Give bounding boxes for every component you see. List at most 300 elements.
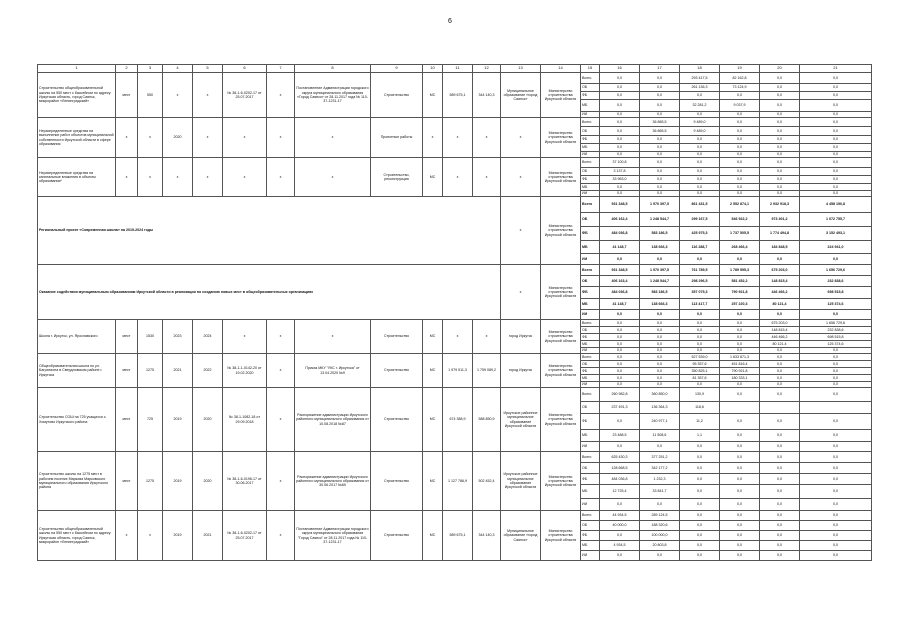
amount-cell: 0,0 bbox=[600, 382, 640, 388]
amount-cell: 0,0 bbox=[760, 136, 800, 144]
amount-cell: 0,0 bbox=[640, 320, 680, 327]
amount-cell: 0,0 bbox=[640, 334, 680, 341]
object-attr-cell: Постановление Администрации городского округа муниципального образования "Город Саянск" от 28.11.2017 года № 110-37-1231-17 bbox=[295, 511, 371, 561]
amount-cell: 0,0 bbox=[800, 158, 872, 168]
fund-source-cell: Всего bbox=[581, 158, 600, 168]
amount-cell: 0,0 bbox=[720, 442, 760, 452]
table-row bbox=[38, 73, 872, 84]
fund-source-cell: Всего bbox=[581, 320, 600, 327]
amount-cell: 0,0 bbox=[760, 127, 800, 136]
amount-cell: 0,0 bbox=[760, 521, 800, 531]
fund-source-cell: ФБ bbox=[581, 92, 600, 100]
object-attr-cell: 2019 bbox=[163, 511, 193, 561]
amount-cell: 0,0 bbox=[800, 136, 872, 144]
amount-cell: 44 934,5 bbox=[600, 511, 640, 521]
fund-source-cell: ИИ bbox=[581, 382, 600, 388]
amount-cell: 116 288,7 bbox=[680, 241, 720, 254]
column-number: 11 bbox=[443, 65, 473, 73]
object-attr-cell: 589 675,1 bbox=[443, 73, 473, 118]
column-number: 4 bbox=[163, 65, 193, 73]
amount-cell: 0,0 bbox=[760, 531, 800, 541]
object-attr-cell: x bbox=[223, 118, 267, 158]
amount-cell: 12 725,4 bbox=[600, 485, 640, 499]
table-row bbox=[38, 265, 872, 276]
fund-source-cell: Всего bbox=[581, 354, 600, 361]
column-number: 2 bbox=[116, 65, 138, 73]
amount-cell: 0,0 bbox=[640, 184, 680, 191]
amount-cell: 0,0 bbox=[680, 310, 720, 320]
table-row bbox=[38, 354, 872, 361]
amount-cell: 0,0 bbox=[800, 118, 872, 127]
amount-cell: 0,0 bbox=[800, 368, 872, 375]
object-attr-cell: город Иркутск bbox=[501, 320, 541, 354]
amount-cell: 0,0 bbox=[760, 361, 800, 368]
amount-cell: 0,0 bbox=[600, 152, 640, 158]
column-number: 3 bbox=[138, 65, 163, 73]
amount-cell: 4 934,5 bbox=[600, 541, 640, 551]
amount-cell: 0,0 bbox=[720, 310, 760, 320]
amount-cell: 0,0 bbox=[640, 158, 680, 168]
object-attr-cell: 1275 bbox=[138, 354, 163, 388]
amount-cell: 0,0 bbox=[640, 92, 680, 100]
amount-cell: 0,0 bbox=[600, 375, 640, 382]
object-name-cell: Нераспределенные средства на выполнение работ объектов муниципальной собственности Иркутской области в сфере образования bbox=[38, 118, 116, 158]
column-number: 15 bbox=[581, 65, 600, 73]
object-attr-cell: x bbox=[267, 452, 295, 511]
object-attr-cell: x bbox=[267, 73, 295, 118]
object-attr-cell: x bbox=[138, 118, 163, 158]
amount-cell: 1 774 494,8 bbox=[760, 227, 800, 241]
object-attr-cell: 2021 bbox=[163, 354, 193, 388]
object-attr-cell: 588 850,9 bbox=[473, 388, 501, 452]
fund-source-cell: ИИ bbox=[581, 152, 600, 158]
amount-cell: 20 803,8 bbox=[640, 541, 680, 551]
amount-cell: 0,0 bbox=[800, 521, 872, 531]
amount-cell: 583 186,5 bbox=[640, 227, 680, 241]
amount-cell: 0,0 bbox=[760, 152, 800, 158]
amount-cell: 0,0 bbox=[680, 327, 720, 334]
amount-cell: 0,0 bbox=[800, 474, 872, 485]
amount-cell: 0,0 bbox=[760, 144, 800, 152]
amount-cell: 0,0 bbox=[800, 92, 872, 100]
amount-cell: 1 633 871,3 bbox=[720, 354, 760, 361]
amount-cell: 484 036,8 bbox=[600, 287, 640, 299]
amount-cell: 0,0 bbox=[720, 485, 760, 499]
amount-cell: 0,0 bbox=[600, 348, 640, 354]
amount-cell: 0,0 bbox=[720, 499, 760, 511]
column-number: 1 bbox=[38, 65, 116, 73]
amount-cell: 0,0 bbox=[680, 334, 720, 341]
object-attr-cell: мест bbox=[116, 388, 138, 452]
fund-source-cell: ОБ bbox=[581, 84, 600, 92]
object-attr-cell: x bbox=[443, 118, 473, 158]
amount-cell: 0,0 bbox=[760, 118, 800, 127]
amount-cell: 0,0 bbox=[800, 310, 872, 320]
amount-cell: 0,0 bbox=[640, 361, 680, 368]
amount-cell: 0,0 bbox=[640, 100, 680, 112]
amount-cell: 130,9 bbox=[680, 388, 720, 402]
amount-cell: 41 148,7 bbox=[600, 241, 640, 254]
section-title-cell: Оказание содействия муниципальным образованиям Иркутской области в реализации по созданию новых мест в общеобразовательных организациях bbox=[38, 265, 501, 320]
amount-cell: 136 364,3 bbox=[640, 402, 680, 414]
object-attr-cell: 1 759 089,2 bbox=[473, 354, 501, 388]
amount-cell: 0,0 bbox=[640, 382, 680, 388]
amount-cell: 0,0 bbox=[760, 414, 800, 430]
object-attr-cell: мест bbox=[116, 73, 138, 118]
amount-cell: 0,0 bbox=[800, 144, 872, 152]
amount-cell: 451 816,4 bbox=[720, 361, 760, 368]
object-attr-cell: x bbox=[501, 158, 541, 197]
amount-cell: 0,0 bbox=[720, 541, 760, 551]
object-attr-cell: МС bbox=[423, 511, 443, 561]
object-name-cell: Строительство общеобразовательной школы на 550 мест с бассейном по адресу: Иркутская область, город Саянск, микрорайон «Ленинградский» bbox=[38, 73, 116, 118]
amount-cell: 973 401,2 bbox=[760, 213, 800, 227]
amount-cell: 113 417,7 bbox=[680, 299, 720, 310]
column-number: 14 bbox=[541, 65, 581, 73]
amount-cell: 0,0 bbox=[640, 152, 680, 158]
amount-cell: 790 921,8 bbox=[720, 368, 760, 375]
amount-cell: 0,0 bbox=[720, 521, 760, 531]
amount-cell: 0,0 bbox=[640, 442, 680, 452]
fund-source-cell: ОБ bbox=[581, 127, 600, 136]
section-title-cell: Региональный проект «Современная школа» на 2019-2024 годы bbox=[38, 197, 501, 265]
amount-cell: 0,0 bbox=[760, 354, 800, 361]
amount-cell bbox=[720, 402, 760, 414]
object-attr-cell: 2020 bbox=[193, 452, 223, 511]
amount-cell: 0,0 bbox=[600, 84, 640, 92]
amount-cell: 0,0 bbox=[720, 414, 760, 430]
object-attr-cell: x bbox=[267, 511, 295, 561]
amount-cell: 0,0 bbox=[760, 452, 800, 463]
column-number-row bbox=[38, 65, 872, 73]
amount-cell: 0,0 bbox=[600, 184, 640, 191]
amount-cell: 0,0 bbox=[680, 485, 720, 499]
fund-source-cell: ОБ bbox=[581, 168, 600, 176]
amount-cell: 0,0 bbox=[760, 158, 800, 168]
object-attr-cell: x bbox=[223, 158, 267, 197]
object-attr-cell: МС bbox=[423, 452, 443, 511]
amount-cell: 81 357,6 bbox=[680, 375, 720, 382]
fund-source-cell: ИИ bbox=[581, 551, 600, 561]
fund-source-cell: МБ bbox=[581, 485, 600, 499]
amount-cell: 0,0 bbox=[680, 320, 720, 327]
amount-cell: 406 163,4 bbox=[600, 276, 640, 287]
amount-cell: 0,0 bbox=[600, 499, 640, 511]
amount-cell: 2 932 918,3 bbox=[760, 197, 800, 213]
object-attr-cell: x bbox=[267, 320, 295, 354]
fund-source-cell: Всего bbox=[581, 511, 600, 521]
amount-cell: 0,0 bbox=[720, 158, 760, 168]
object-attr-cell: мест bbox=[116, 320, 138, 354]
amount-cell: 0,0 bbox=[680, 184, 720, 191]
amount-cell: 0,0 bbox=[800, 254, 872, 265]
amount-cell: 0,0 bbox=[800, 73, 872, 84]
amount-cell: 0,0 bbox=[640, 176, 680, 184]
amount-cell: 36 865,5 bbox=[640, 127, 680, 136]
object-attr-cell: x bbox=[295, 118, 371, 158]
amount-cell: 37 100,8 bbox=[600, 158, 640, 168]
object-attr-cell: МС bbox=[423, 354, 443, 388]
fund-source-cell: ОБ bbox=[581, 213, 600, 227]
amount-cell: 0,0 bbox=[600, 361, 640, 368]
amount-cell: 446 466,2 bbox=[760, 287, 800, 299]
amount-cell: 0,0 bbox=[720, 184, 760, 191]
amount-cell: 0,0 bbox=[800, 382, 872, 388]
object-attr-cell: Строительство bbox=[371, 320, 423, 354]
amount-cell: 0,0 bbox=[760, 348, 800, 354]
amount-cell: 41 148,7 bbox=[600, 299, 640, 310]
column-number: 17 bbox=[640, 65, 680, 73]
amount-cell: 125 374,6 bbox=[800, 299, 872, 310]
amount-cell: 0,0 bbox=[760, 168, 800, 176]
object-attr-cell: x bbox=[193, 118, 223, 158]
fund-source-cell: ИИ bbox=[581, 348, 600, 354]
amount-cell: 0,0 bbox=[600, 92, 640, 100]
amount-cell: 0,0 bbox=[680, 254, 720, 265]
amount-cell: 0,0 bbox=[680, 144, 720, 152]
table-row bbox=[38, 452, 872, 463]
fund-source-cell: ИИ bbox=[581, 112, 600, 118]
amount-cell: 931 348,5 bbox=[600, 197, 640, 213]
object-attr-cell: Строительство bbox=[371, 511, 423, 561]
amount-cell: 138 666,3 bbox=[640, 299, 680, 310]
amount-cell: 357 075,3 bbox=[680, 287, 720, 299]
amount-cell: 0,0 bbox=[680, 152, 720, 158]
amount-cell: 0,0 bbox=[760, 442, 800, 452]
fund-source-cell: МБ bbox=[581, 341, 600, 348]
fund-source-cell: ИИ bbox=[581, 310, 600, 320]
amount-cell: 0,0 bbox=[760, 176, 800, 184]
fund-source-cell: ФБ bbox=[581, 136, 600, 144]
amount-cell: 148 815,4 bbox=[760, 276, 800, 287]
fund-source-cell: Всего bbox=[581, 388, 600, 402]
fund-source-cell: ИИ bbox=[581, 499, 600, 511]
amount-cell: 0,0 bbox=[760, 375, 800, 382]
object-attr-cell: № 38-1-1082-18 от 29.09.2018 bbox=[223, 388, 267, 452]
column-number: 21 bbox=[800, 65, 872, 73]
amount-cell: 0,0 bbox=[760, 112, 800, 118]
fund-source-cell: МБ bbox=[581, 541, 600, 551]
amount-cell: 0,0 bbox=[760, 382, 800, 388]
amount-cell: 0,0 bbox=[800, 361, 872, 368]
object-attr-cell: x bbox=[223, 320, 267, 354]
fund-source-cell: ИИ bbox=[581, 254, 600, 265]
amount-cell: 0,0 bbox=[680, 341, 720, 348]
amount-cell: 0,0 bbox=[720, 144, 760, 152]
object-attr-cell: 1 979 511,3 bbox=[443, 354, 473, 388]
amount-cell: 698 515,8 bbox=[800, 287, 872, 299]
object-attr-cell: МС bbox=[423, 388, 443, 452]
amount-cell: 342 177,2 bbox=[640, 463, 680, 474]
amount-cell: 0,0 bbox=[760, 254, 800, 265]
amount-cell: 0,0 bbox=[720, 254, 760, 265]
object-attr-cell: Строительство bbox=[371, 452, 423, 511]
object-attr-cell: Распоряжение администрации Иркутского районного муниципального образования от 30.06.2017 №69 bbox=[295, 452, 371, 511]
object-attr-cell: 2020 bbox=[163, 118, 193, 158]
amount-cell: 0,0 bbox=[720, 327, 760, 334]
amount-cell: 0,0 bbox=[640, 348, 680, 354]
object-attr-cell: город Иркутск bbox=[501, 354, 541, 388]
column-number: 9 bbox=[371, 65, 423, 73]
amount-cell: 224 941,0 bbox=[800, 241, 872, 254]
column-number: 19 bbox=[720, 65, 760, 73]
amount-cell: 0,0 bbox=[760, 73, 800, 84]
amount-cell: 95 357,6 bbox=[680, 361, 720, 368]
amount-cell: 4 458 190,8 bbox=[800, 197, 872, 213]
amount-cell: 0,0 bbox=[800, 375, 872, 382]
amount-cell: 0,0 bbox=[680, 158, 720, 168]
amount-cell: 0,0 bbox=[800, 442, 872, 452]
amount-cell: 625 430,3 bbox=[600, 452, 640, 463]
amount-cell: 0,0 bbox=[680, 511, 720, 521]
column-number: 7 bbox=[267, 65, 295, 73]
page-number: 6 bbox=[448, 18, 452, 25]
amount-cell: 0,0 bbox=[720, 551, 760, 561]
amount-cell: 0,0 bbox=[640, 310, 680, 320]
amount-cell: 0,0 bbox=[720, 348, 760, 354]
amount-cell: 33 963,0 bbox=[600, 176, 640, 184]
fund-source-cell: ИИ bbox=[581, 191, 600, 197]
fund-source-cell: ФБ bbox=[581, 176, 600, 184]
object-attr-cell: Приказ МКУ "УКС г. Иркутска" от 13.04.2020 №9 bbox=[295, 354, 371, 388]
amount-cell: 293 417,5 bbox=[680, 73, 720, 84]
amount-cell: 0,0 bbox=[800, 511, 872, 521]
amount-cell: 0,0 bbox=[720, 511, 760, 521]
section-owner-cell: Министерство строительства Иркутской области bbox=[541, 197, 581, 265]
fund-source-cell: ОБ bbox=[581, 521, 600, 531]
amount-cell: 0,0 bbox=[760, 100, 800, 112]
object-attr-cell: x bbox=[267, 118, 295, 158]
amount-cell: 0,0 bbox=[720, 176, 760, 184]
amount-cell: 0,0 bbox=[720, 112, 760, 118]
object-attr-cell: x bbox=[267, 354, 295, 388]
object-attr-cell: Иркутское районное муниципальное образование Иркутской области bbox=[501, 388, 541, 452]
amount-cell: 790 921,8 bbox=[720, 287, 760, 299]
fund-source-cell: ФБ bbox=[581, 287, 600, 299]
amount-cell: 0,0 bbox=[720, 92, 760, 100]
object-attr-cell: 2022 bbox=[193, 354, 223, 388]
amount-cell: 0,0 bbox=[600, 414, 640, 430]
object-name-cell: Строительство общеобразовательной школы на 550 мест с бассейном по адресу: Иркутская область, город Саянск, микрорайон «Ленинградский» bbox=[38, 511, 116, 561]
amount-cell: 0,0 bbox=[720, 341, 760, 348]
amount-cell: 0,0 bbox=[640, 168, 680, 176]
table-row bbox=[38, 388, 872, 402]
amount-cell: 377 251,2 bbox=[640, 452, 680, 463]
amount-cell: 2 552 874,1 bbox=[720, 197, 760, 213]
amount-cell: 23 488,5 bbox=[600, 430, 640, 442]
amount-cell: 298 296,5 bbox=[680, 276, 720, 287]
amount-cell: 148 815,4 bbox=[760, 327, 800, 334]
fund-source-cell: ФБ bbox=[581, 531, 600, 541]
amount-cell: 0,0 bbox=[760, 499, 800, 511]
amount-cell: 0,0 bbox=[760, 388, 800, 402]
fund-source-cell: ИИ bbox=[581, 442, 600, 452]
amount-cell: 0,0 bbox=[680, 168, 720, 176]
amount-cell: 0,0 bbox=[800, 127, 872, 136]
amount-cell: 0,0 bbox=[680, 541, 720, 551]
amount-cell: 0,0 bbox=[800, 463, 872, 474]
amount-cell: 0,0 bbox=[600, 127, 640, 136]
amount-cell: 0,0 bbox=[640, 73, 680, 84]
amount-cell: 0,0 bbox=[600, 118, 640, 127]
object-attr-cell: Министерство строительства Иркутской области bbox=[541, 118, 581, 158]
section-owner-cell: Министерство строительства Иркутской области bbox=[541, 265, 581, 320]
amount-cell: 0,0 bbox=[680, 551, 720, 561]
amount-cell: 0,0 bbox=[680, 499, 720, 511]
amount-cell: 484 036,8 bbox=[600, 474, 640, 485]
amount-cell: 0,0 bbox=[600, 334, 640, 341]
amount-cell: 9 037,9 bbox=[720, 100, 760, 112]
amount-cell: 0,0 bbox=[600, 551, 640, 561]
amount-cell: 11 508,6 bbox=[640, 430, 680, 442]
object-attr-cell: № 38-1-6-0202-17 от 25.07.2017 bbox=[223, 511, 267, 561]
amount-cell: 0,0 bbox=[600, 531, 640, 541]
object-attr-cell: 1 127 786,9 bbox=[443, 452, 473, 511]
object-attr-cell: x bbox=[163, 158, 193, 197]
object-attr-cell: Иркутское районное муниципальное образование Иркутской области bbox=[501, 452, 541, 511]
column-number: 20 bbox=[760, 65, 800, 73]
amount-cell: 299 167,5 bbox=[680, 213, 720, 227]
object-attr-cell: x bbox=[193, 158, 223, 197]
object-attr-cell: Строительство bbox=[371, 73, 423, 118]
amount-cell: 11,2 bbox=[680, 414, 720, 430]
amount-cell: 1 248 544,7 bbox=[640, 276, 680, 287]
object-attr-cell: 2024 bbox=[193, 320, 223, 354]
table-row bbox=[38, 158, 872, 168]
object-attr-cell: x bbox=[116, 158, 138, 197]
object-attr-cell: 550 bbox=[138, 73, 163, 118]
column-number: 8 bbox=[295, 65, 371, 73]
amount-cell: 0,0 bbox=[640, 144, 680, 152]
object-name-cell: Нераспределенные средства на капитальные вложения в объекты образования* bbox=[38, 158, 116, 197]
amount-cell: 9 489,0 bbox=[680, 127, 720, 136]
object-attr-cell: Министерство строительства Иркутской области bbox=[541, 452, 581, 511]
amount-cell: 0,0 bbox=[720, 430, 760, 442]
amount-cell: 484 036,8 bbox=[600, 227, 640, 241]
object-attr-cell: 2019 bbox=[163, 452, 193, 511]
amount-cell: 0,0 bbox=[800, 551, 872, 561]
amount-cell: 0,0 bbox=[720, 463, 760, 474]
amount-cell: 0,0 bbox=[800, 485, 872, 499]
fund-source-cell: ФБ bbox=[581, 334, 600, 341]
amount-cell: 0,0 bbox=[800, 354, 872, 361]
amount-cell: 0,0 bbox=[600, 368, 640, 375]
amount-cell: 0,0 bbox=[760, 84, 800, 92]
amount-cell: 0,0 bbox=[640, 136, 680, 144]
amount-cell: 0,0 bbox=[720, 382, 760, 388]
fund-source-cell: Всего bbox=[581, 197, 600, 213]
amount-cell: 546 922,2 bbox=[720, 213, 760, 227]
object-attr-cell: x bbox=[473, 118, 501, 158]
amount-cell: 0,0 bbox=[800, 348, 872, 354]
amount-cell: 0,0 bbox=[720, 452, 760, 463]
object-attr-cell: мест bbox=[116, 452, 138, 511]
object-attr-cell: № 38-1-1-0142-20 от 19.02.2020 bbox=[223, 354, 267, 388]
amount-cell: 125 374,6 bbox=[800, 341, 872, 348]
amount-cell: 0,0 bbox=[760, 191, 800, 197]
object-attr-cell: x bbox=[443, 320, 473, 354]
fund-source-cell: Всего bbox=[581, 265, 600, 276]
object-attr-cell: Министерство строительства Иркутской области bbox=[541, 511, 581, 561]
amount-cell: 257 220,3 bbox=[720, 299, 760, 310]
amount-cell: 240 977,1 bbox=[640, 414, 680, 430]
column-number: 10 bbox=[423, 65, 443, 73]
amount-cell: 0,0 bbox=[680, 348, 720, 354]
amount-cell: 0,0 bbox=[800, 184, 872, 191]
amount-cell: 0,0 bbox=[800, 152, 872, 158]
table-row bbox=[38, 320, 872, 327]
amount-cell: 0,0 bbox=[680, 176, 720, 184]
